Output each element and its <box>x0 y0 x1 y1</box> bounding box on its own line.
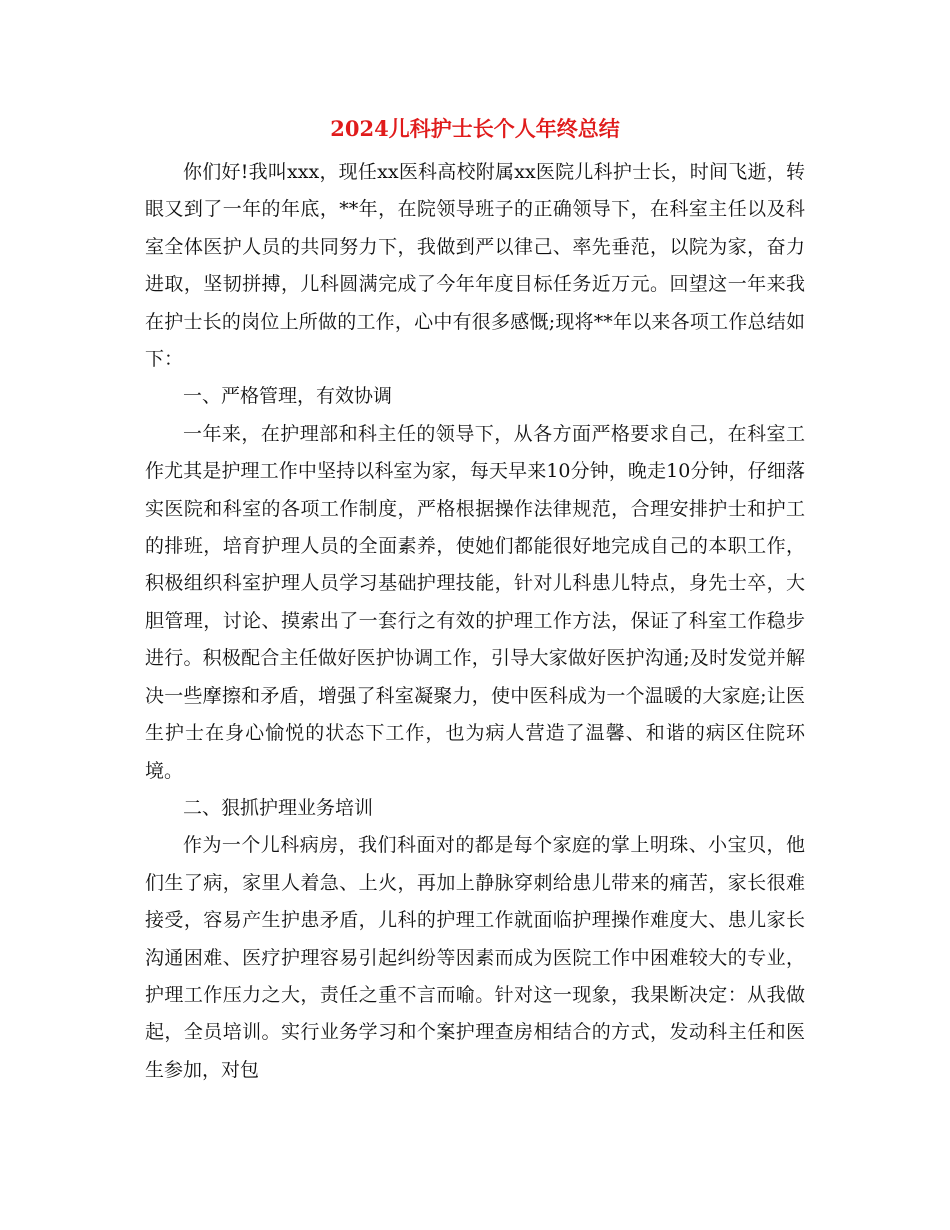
section-heading-2: 二、狠抓护理业务培训 <box>183 796 374 819</box>
section-2-paragraph: 作为一个儿科病房，我们科面对的都是每个家庭的掌上明珠、小宝贝，他们生了病，家里人着急、上火，再加上静脉穿刺给患儿带来的痛苦，家长很难接受，容易产生护患矛盾，儿科的护理工作就面临护理操作难度大、患儿家长沟通困难、医疗护理容易引起纠纷等因素而成为医院工作中困难较大的专业，护理工作压力之大，责任之重不言而喻。针对这一现象，我果断决定：从我做起，全员培训。实行业务学习和个案护理查房相结合的方式，发动科主任和医生参加，对包 <box>145 834 805 1081</box>
intro-paragraph: 你们好!我叫xxx，现任xx医科高校附属xx医院儿科护士长，时间飞逝，转眼又到了一年的年底，**年，在院领导班子的正确领导下，在科室主任以及科室全体医护人员的共同努力下，我做到严以律己、率先垂范，以院为家，奋力进取，坚韧拼搏，儿科圆满完成了今年年度目标任务近万元。回望这一年来我在护士长的岗位上所做的工作，心中有很多感慨;现将**年以来各项工作总结如下： <box>145 161 805 371</box>
section-1-paragraph: 一年来，在护理部和科主任的领导下，从各方面严格要求自己，在科室工作尤其是护理工作中坚持以科室为家，每天早来10分钟，晚走10分钟，仔细落实医院和科室的各项工作制度，严格根据操作法律规范，合理安排护士和护工的排班，培育护理人员的全面素养，使她们都能很好地完成自己的本职工作，积极组织科室护理人员学习基础护理技能，针对儿科患儿特点，身先士卒，大胆管理，讨论、摸索出了一套行之有效的护理工作方法，保证了科室工作稳步进行。积极配合主任做好医护协调工作，引导大家做好医护沟通;及时发觉并解决一些摩擦和矛盾，增强了科室凝聚力，使中医科成为一个温暖的大家庭;让医生护士在身心愉悦的状态下工作，也为病人营造了温馨、和谐的病区住院环境。 <box>145 422 805 782</box>
section-heading-1: 一、严格管理，有效协调 <box>183 385 393 408</box>
document-title: 2024儿科护士长个人年终总结 <box>330 116 620 141</box>
document-body <box>145 154 805 1089</box>
